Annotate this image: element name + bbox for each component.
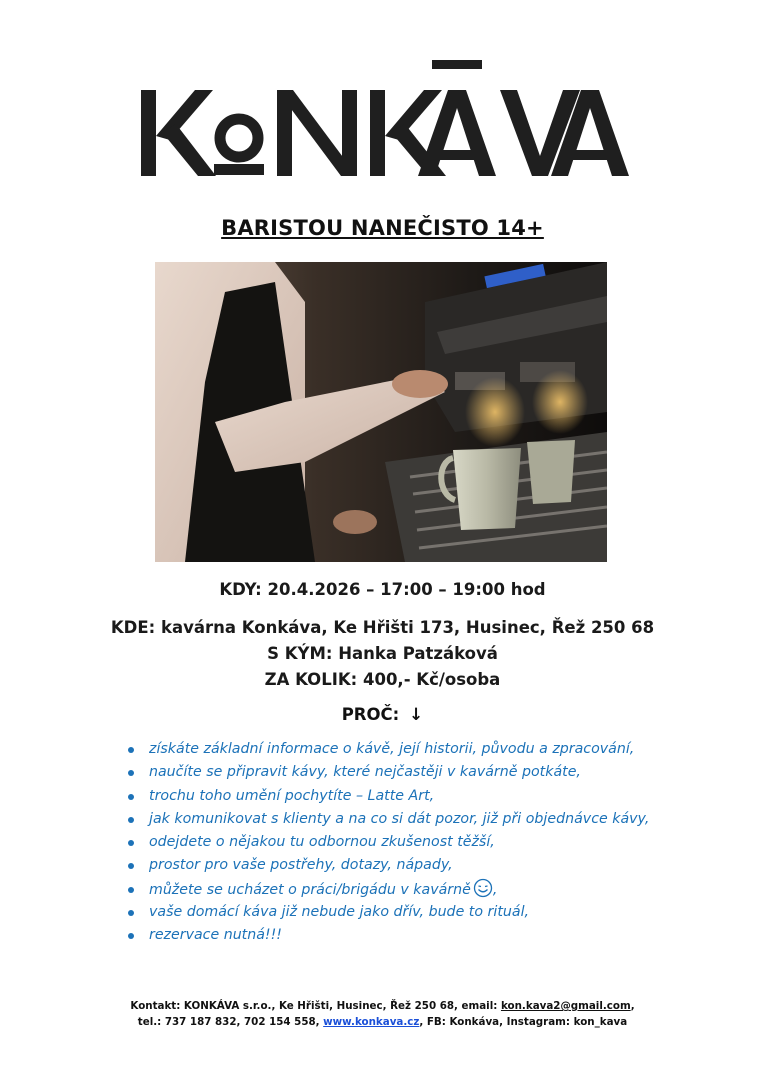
bullet-icon	[128, 747, 134, 753]
footer-phone-line: tel.: 737 187 832, 702 154 558, www.konkava.cz, FB: Konkáva, Instagram: kon_kava	[137, 1016, 628, 1028]
with-line: S KÝM: Hanka Patzáková	[267, 644, 498, 663]
website-link[interactable]: www.konkava.cz	[323, 1016, 420, 1028]
bullet-icon	[128, 910, 134, 916]
email-link[interactable]: kon.kava2@gmail.com	[500, 1000, 631, 1012]
barista-photo	[155, 262, 607, 562]
price-line: ZA KOLIK: 400,- Kč/osoba	[264, 670, 501, 689]
bullet-icon	[128, 817, 134, 823]
list-item: odejdete o nějakou tu odbornou zkušenost těžší,	[124, 831, 649, 854]
bullet-icon	[128, 863, 134, 869]
bullet-icon	[128, 887, 134, 893]
why-label: PROČ:	[341, 705, 400, 724]
bullet-icon	[128, 794, 134, 800]
list-item: prostor pro vaše postřehy, dotazy, nápady,	[124, 854, 649, 877]
page-title: BARISTOU NANEČISTO 14+	[221, 216, 544, 240]
list-item: rezervace nutná!!!	[124, 924, 649, 947]
bullet-icon	[128, 840, 134, 846]
list-item: můžete se ucházet o práci/brigádu v kavárně ,	[124, 878, 649, 901]
arrow-down-icon: ↓	[409, 705, 424, 725]
footer-contact-line: Kontakt: KONKÁVA s.r.o., Ke Hřišti, Husinec, Řež 250 68, email: kon.kava2@gmail.com,	[130, 1000, 635, 1012]
where-line: KDE: kavárna Konkáva, Ke Hřišti 173, Husinec, Řež 250 68	[110, 618, 655, 637]
why-heading	[0, 705, 765, 725]
list-item: trochu toho umění pochytíte – Latte Art,	[124, 785, 649, 808]
when-line: KDY: 20.4.2026 – 17:00 – 19:00 hod	[219, 580, 546, 599]
list-item: vaše domácí káva již nebude jako dřív, bude to rituál,	[124, 901, 649, 924]
list-item: naučíte se připravit kávy, které nejčastěji v kavárně potkáte,	[124, 761, 649, 784]
list-item: jak komunikovat s klienty a na co si dát pozor, již při objednávce kávy,	[124, 808, 649, 831]
bullet-icon	[128, 770, 134, 776]
list-item: získáte základní informace o kávě, její historii, původu a zpracování,	[124, 738, 649, 761]
konkava-logo	[0, 56, 765, 186]
bullet-icon	[128, 933, 134, 939]
benefits-list	[124, 738, 649, 948]
